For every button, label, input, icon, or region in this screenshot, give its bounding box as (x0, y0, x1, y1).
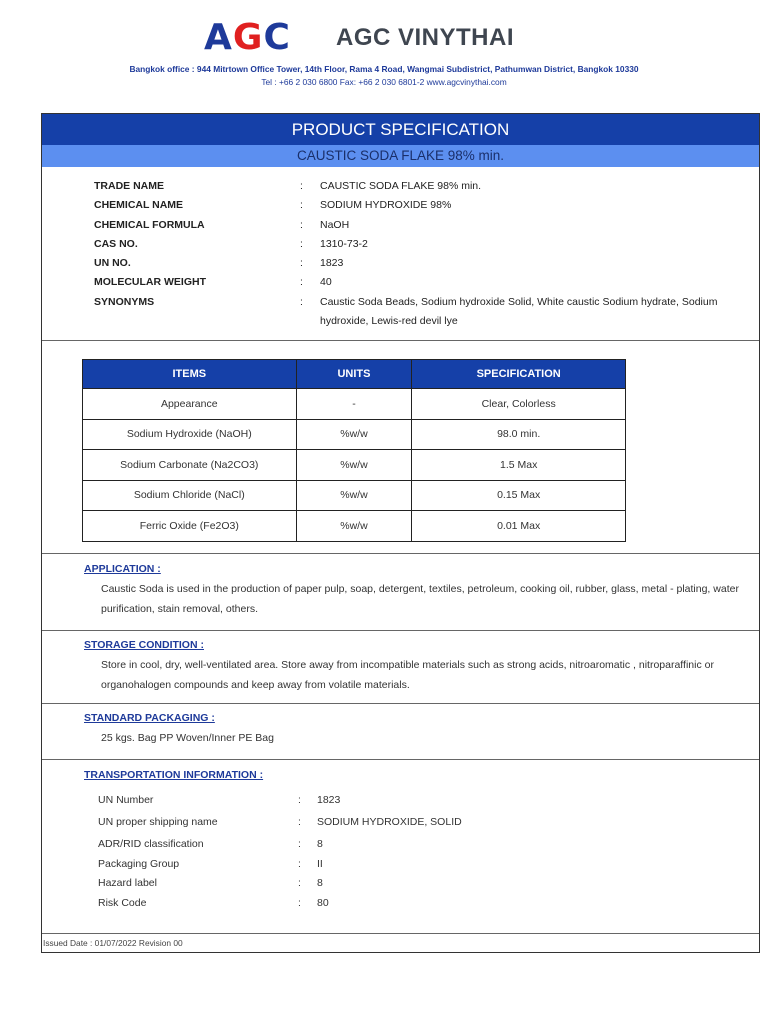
contact-line: Tel : +66 2 030 6800 Fax: +66 2 030 6801-2 www.agcvinythai.com (261, 77, 507, 87)
info-colon: : (300, 218, 303, 231)
info-label: UN NO. (94, 257, 131, 270)
transport-colon: : (298, 794, 301, 806)
transport-title: TRANSPORTATION INFORMATION : (84, 769, 264, 781)
info-value: NaOH (320, 218, 350, 231)
transport-label: UN proper shipping name (98, 816, 218, 828)
application-title: APPLICATION : (84, 563, 161, 575)
spec-item: Appearance (83, 389, 297, 420)
section-divider (42, 630, 759, 631)
spec-unit: %w/w (296, 419, 412, 450)
info-colon: : (300, 237, 303, 250)
info-colon: : (300, 257, 303, 270)
table-row (83, 450, 626, 481)
storage-title: STORAGE CONDITION : (84, 639, 204, 651)
info-label: MOLECULAR WEIGHT (94, 276, 206, 289)
product-subtitle: CAUSTIC SODA FLAKE 98% min. (42, 145, 759, 167)
info-label: TRADE NAME (94, 180, 164, 192)
transport-colon: : (298, 857, 301, 870)
info-label: CHEMICAL NAME (94, 199, 184, 212)
transport-colon: : (298, 816, 301, 828)
spec-value: 0.01 Max (412, 511, 626, 542)
table-row (83, 389, 626, 420)
section-divider (42, 933, 759, 934)
agc-logo: AGC (204, 17, 291, 58)
storage-text: Store in cool, dry, well-ventilated area. Store away from incompatible materials such as strong acids, nitroaromatic , nitroparaffinic or organohalogen compounds and keep away from volatile materials. (101, 659, 714, 691)
spec-value: 1.5 Max (412, 450, 626, 481)
info-value: CAUSTIC SODA FLAKE 98% min. (320, 180, 482, 192)
issued-date: Issued Date : 01/07/2022 Revision 00 (43, 938, 183, 948)
transport-value: 8 (317, 838, 323, 850)
info-value: 1823 (320, 257, 344, 270)
table-row (83, 511, 626, 542)
info-value: 1310-73-2 (320, 237, 368, 250)
spec-unit: - (296, 389, 412, 420)
spec-value: 0.15 Max (412, 480, 626, 511)
spec-unit: %w/w (296, 480, 412, 511)
section-divider (42, 759, 759, 760)
spec-unit: %w/w (296, 511, 412, 542)
info-colon: : (300, 199, 303, 212)
section-divider (42, 340, 759, 341)
info-value: SODIUM HYDROXIDE 98% (320, 199, 452, 212)
transport-value: SODIUM HYDROXIDE, SOLID (317, 816, 462, 828)
transport-label: Hazard label (98, 877, 157, 890)
info-label: CHEMICAL FORMULA (94, 218, 205, 231)
logo-row (0, 18, 768, 58)
transport-label: Risk Code (98, 896, 147, 909)
packaging-text: 25 kgs. Bag PP Woven/Inner PE Bag (101, 732, 274, 744)
info-value: 40 (320, 276, 332, 289)
company-name: AGC VINYTHAI (336, 24, 515, 51)
transport-label: Packaging Group (98, 857, 180, 870)
spec-item: Sodium Carbonate (Na2CO3) (83, 450, 297, 481)
packaging-title: STANDARD PACKAGING : (84, 712, 215, 724)
transport-value: II (317, 857, 323, 870)
transport-colon: : (298, 896, 301, 909)
spec-header-row (83, 360, 626, 389)
specification-table (82, 359, 626, 542)
spec-header-units: UNITS (296, 360, 412, 389)
spec-value: Clear, Colorless (412, 389, 626, 420)
transport-label: UN Number (98, 794, 154, 806)
spec-unit: %w/w (296, 450, 412, 481)
table-row (83, 480, 626, 511)
transport-value: 8 (317, 877, 323, 890)
info-colon: : (300, 276, 303, 289)
spec-item: Ferric Oxide (Fe2O3) (83, 511, 297, 542)
office-address: Bangkok office : 944 Mitrtown Office Tower, 14th Floor, Rama 4 Road, Wangmai Subdistrict, Pathumwan District, Bangkok 10330 (129, 64, 639, 74)
transport-value: 1823 (317, 794, 341, 806)
application-text: Caustic Soda is used in the production of paper pulp, soap, detergent, textiles, petroleum, cooking oil, rubber, glass, metal - plating, water purification, stain removal, others. (101, 583, 739, 615)
spec-sheet (41, 113, 760, 953)
document-title: PRODUCT SPECIFICATION (42, 114, 759, 145)
spec-header-items: ITEMS (83, 360, 297, 389)
info-colon: : (300, 295, 303, 308)
section-divider (42, 553, 759, 554)
spec-value: 98.0 min. (412, 419, 626, 450)
spec-header-specification: SPECIFICATION (412, 360, 626, 389)
transport-label: ADR/RID classification (98, 838, 204, 850)
spec-item: Sodium Chloride (NaCl) (83, 480, 297, 511)
table-row (83, 419, 626, 450)
transport-value: 80 (317, 896, 329, 909)
spec-item: Sodium Hydroxide (NaOH) (83, 419, 297, 450)
info-label: CAS NO. (94, 237, 138, 250)
info-value: Caustic Soda Beads, Sodium hydroxide Solid, White caustic Sodium hydrate, Sodium hydroxide, Lewis-red devil lye (320, 295, 718, 328)
info-label: SYNONYMS (94, 295, 155, 308)
section-divider (42, 703, 759, 704)
transport-colon: : (298, 838, 301, 850)
transport-colon: : (298, 877, 301, 890)
info-colon: : (300, 180, 303, 192)
letterhead (0, 0, 768, 110)
